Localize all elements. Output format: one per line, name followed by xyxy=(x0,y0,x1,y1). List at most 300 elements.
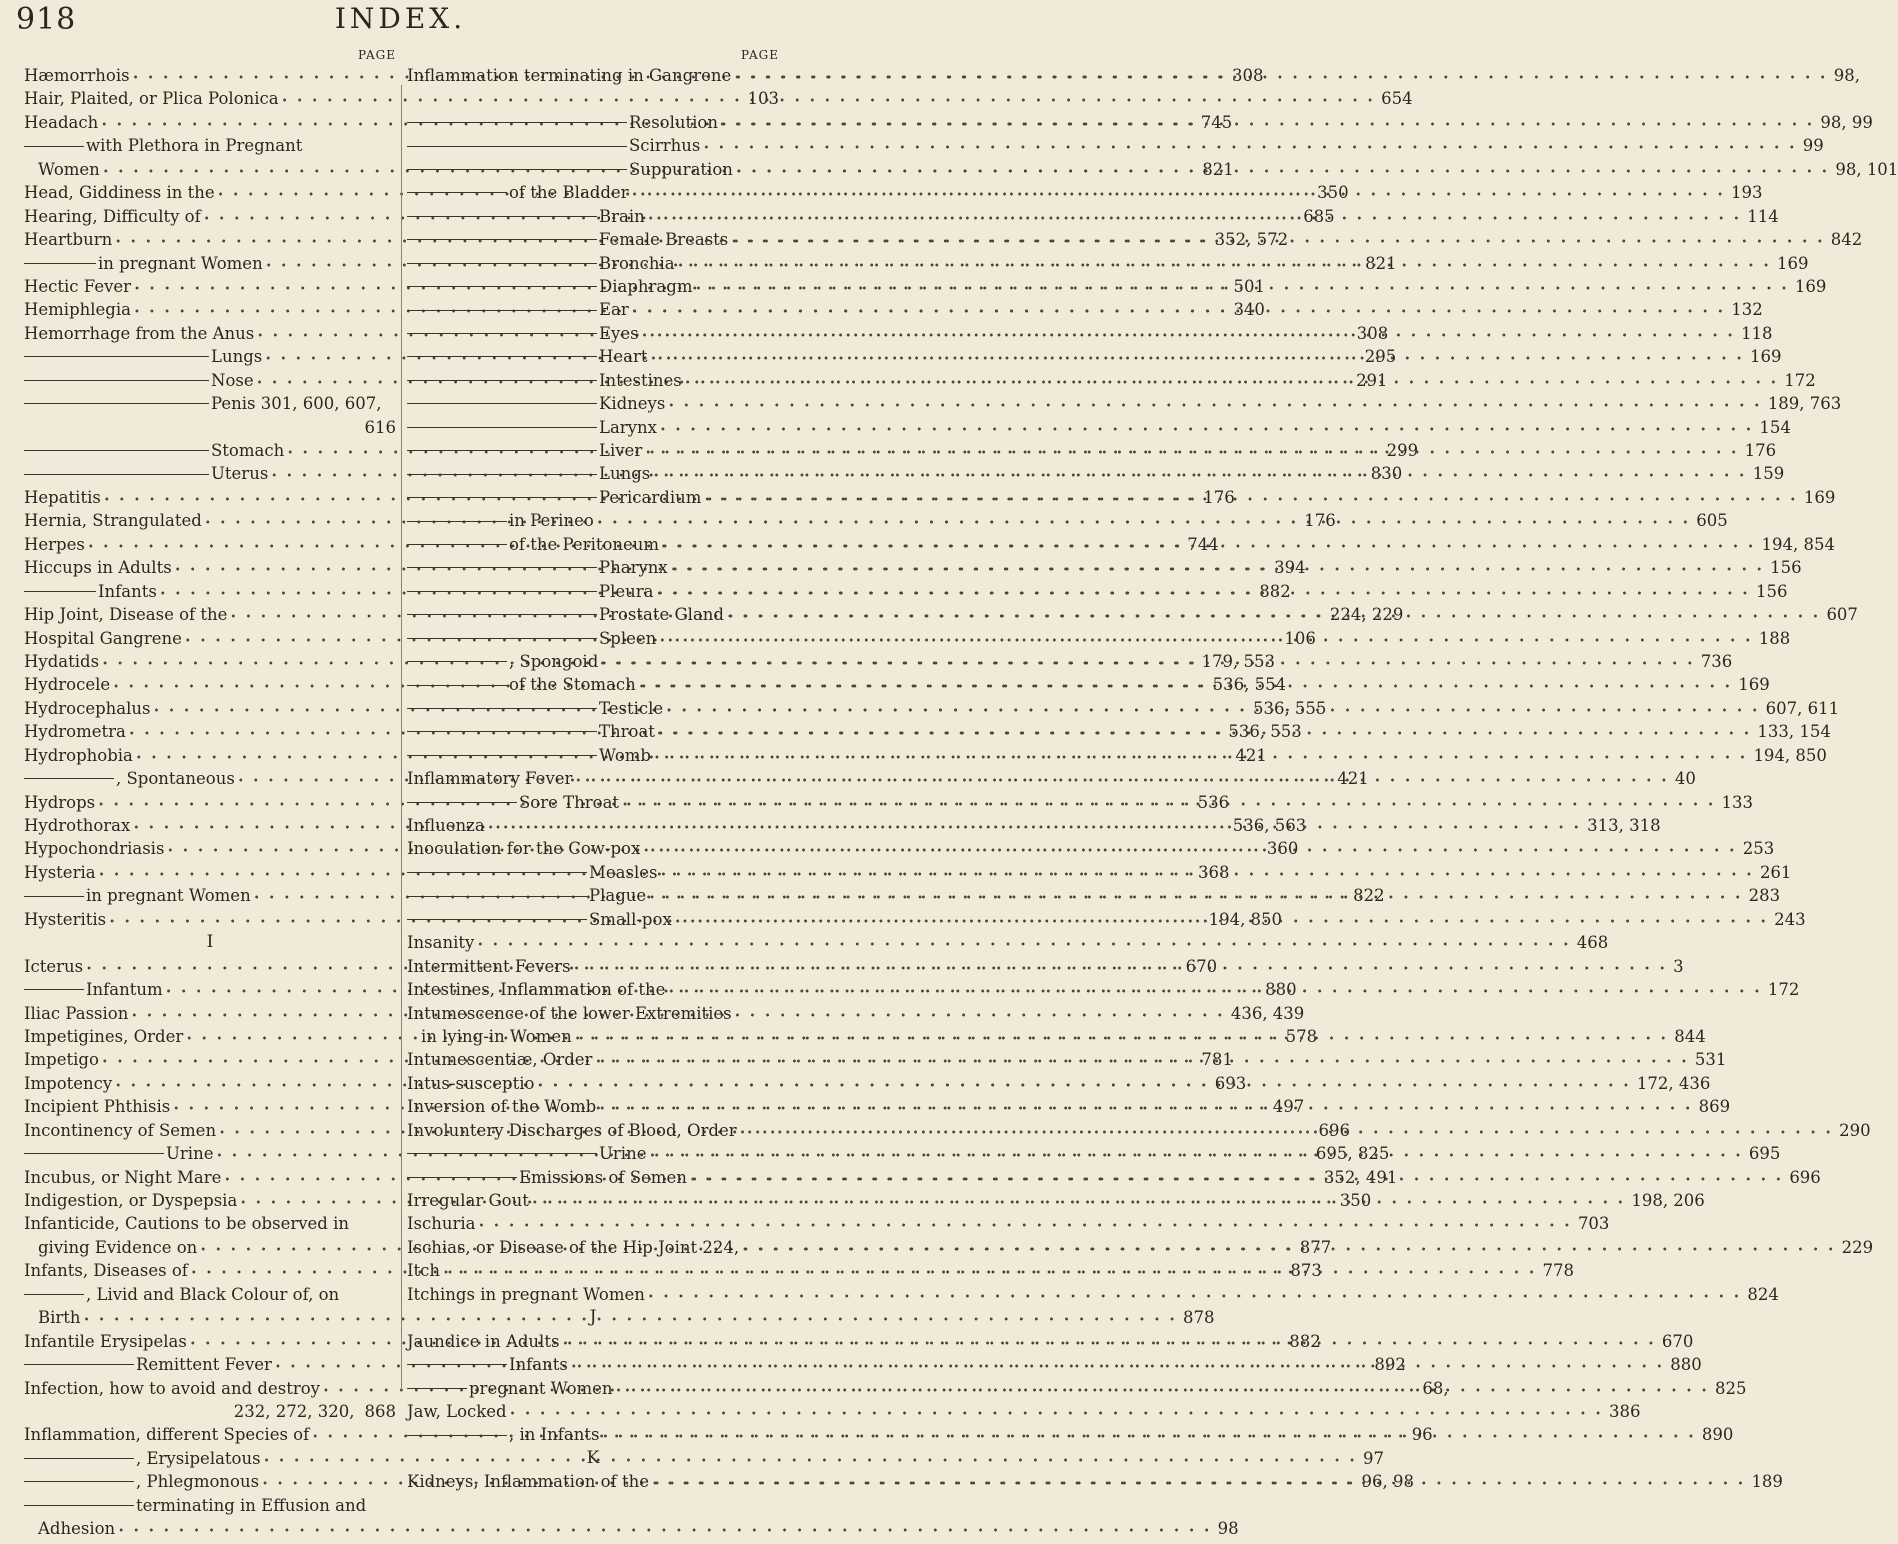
dot-leader xyxy=(659,536,1759,559)
dot-leader xyxy=(629,301,1729,324)
entry-label: Kidneys xyxy=(599,394,666,414)
entry-pages: 176 xyxy=(1744,441,1777,460)
ditto-rule xyxy=(407,239,597,240)
entry-label: Urine xyxy=(599,1144,647,1164)
section-letter: I xyxy=(206,932,214,953)
dot-leader xyxy=(687,1169,1787,1192)
entry-label: Hæmorrhois xyxy=(24,66,130,85)
dot-leader xyxy=(474,934,1574,957)
index-entry xyxy=(407,931,1609,954)
ditto-rule xyxy=(24,474,209,475)
ditto-rule xyxy=(407,1388,467,1389)
entry-label: Headach xyxy=(24,112,99,132)
entry-pages: 536, 555 xyxy=(1252,698,1327,718)
ditto-rule xyxy=(407,1153,597,1154)
entry-pages: 156 xyxy=(1770,558,1802,578)
entry-pages: 830 xyxy=(1370,464,1403,484)
entry-pages: 877 xyxy=(1299,1237,1332,1257)
dot-leader xyxy=(724,606,1824,629)
ditto-rule xyxy=(407,731,597,732)
index-entry xyxy=(24,392,396,415)
dot-leader xyxy=(640,840,1740,863)
dot-leader xyxy=(737,1122,1837,1145)
entry-label: Testicle xyxy=(599,698,664,718)
index-entry xyxy=(24,134,396,157)
entry-label: Insanity xyxy=(407,933,475,953)
entry-label: Penis 301, 600, 607, xyxy=(211,394,382,414)
ditto-rule xyxy=(407,333,597,334)
dot-leader xyxy=(629,184,1729,207)
entry-label: Women xyxy=(38,159,100,179)
dot-leader xyxy=(645,1286,1745,1309)
dot-leader xyxy=(572,1028,1672,1051)
dot-leader xyxy=(663,700,1763,723)
entry-label: Prostate Gland xyxy=(599,605,724,625)
entry-label: Heartburn xyxy=(24,230,113,250)
entry-label: Nose xyxy=(211,370,254,390)
ditto-rule xyxy=(407,614,597,615)
entry-pages: 176 xyxy=(1203,487,1235,507)
entry-pages: 159 xyxy=(1752,464,1785,484)
ditto-rule xyxy=(407,1177,517,1178)
entry-pages: 133, 154 xyxy=(1757,722,1831,742)
ditto-rule xyxy=(24,778,114,779)
entry-pages: 172 xyxy=(1767,980,1800,1000)
entry-pages: 531 xyxy=(1694,1050,1727,1070)
entry-label: of the Peritoneum xyxy=(509,534,660,554)
entry-pages: 229 xyxy=(1841,1237,1874,1257)
entry-pages: 736 xyxy=(1700,651,1733,671)
entry-label: Itchings in pregnant Women xyxy=(407,1284,645,1304)
entry-pages: 253 xyxy=(1742,839,1775,859)
entry-label: Inflammatory Fever xyxy=(407,769,573,789)
entry-pages: 98, 99 xyxy=(1820,112,1873,132)
entry-pages: 873 xyxy=(1290,1261,1322,1281)
entry-pages: 193 xyxy=(1731,183,1763,203)
ditto-rule xyxy=(407,403,597,404)
dot-leader xyxy=(619,794,1719,817)
index-entry xyxy=(407,1283,1779,1306)
entry-pages: 497 xyxy=(1272,1097,1305,1117)
entry-label: Hysteria xyxy=(24,862,96,882)
entry-label: Infanticide, Cautions to be observed in xyxy=(24,1214,350,1234)
entry-pages: 842 xyxy=(1830,230,1863,250)
entry-pages: 670 xyxy=(1661,1331,1694,1351)
ditto-rule xyxy=(407,122,627,123)
entry-label: Intus-susceptio xyxy=(407,1073,535,1093)
page-header xyxy=(0,2,801,46)
entry-label: Intermittent Fevers xyxy=(407,956,571,976)
entry-label: Inflammation, different Species of xyxy=(24,1425,310,1445)
ditto-rule xyxy=(24,450,209,451)
entry-pages: 68, xyxy=(1422,1378,1449,1398)
entry-pages: 98 xyxy=(1217,1519,1239,1539)
entry-label: Infection, how to avoid and destroy xyxy=(24,1378,320,1398)
entry-pages: 536, 554 xyxy=(1212,675,1287,695)
index-entry xyxy=(24,1400,396,1423)
entry-pages: 299 xyxy=(1386,441,1419,460)
entry-pages: 308 xyxy=(1232,66,1264,85)
entry-pages: 154 xyxy=(1759,417,1791,437)
entry-pages: 169 xyxy=(1777,253,1809,273)
entry-label: Incontinency of Semen xyxy=(24,1120,217,1140)
entry-label: Female Breasts xyxy=(599,230,729,250)
entry-label: 232, 272, 320, xyxy=(233,1401,355,1421)
index-entry xyxy=(407,416,1791,439)
entry-pages: 368 xyxy=(1198,862,1230,882)
entry-label: in Perineo xyxy=(509,511,594,531)
page-number: 918 xyxy=(16,2,77,37)
entry-label: in pregnant Women xyxy=(98,253,263,273)
entry-label: Remittent Fever xyxy=(136,1355,272,1375)
entry-label: Hydrocele xyxy=(24,675,111,695)
entry-pages: 261 xyxy=(1759,862,1792,882)
entry-pages: 40 xyxy=(1674,769,1696,789)
dot-leader xyxy=(701,489,1801,512)
entry-pages: 878 xyxy=(1183,1308,1215,1328)
entry-label: Hypochondriasis xyxy=(24,839,165,859)
dot-leader xyxy=(646,1145,1746,1168)
entry-pages: 98, xyxy=(1833,66,1860,85)
entry-label: Ischuria xyxy=(407,1214,476,1234)
entry-label: Hernia, Strangulated xyxy=(24,511,202,531)
entry-pages: 882 xyxy=(1259,581,1291,601)
section-letter: J xyxy=(589,1307,597,1328)
entry-pages: 695, 825 xyxy=(1315,1144,1390,1164)
entry-pages: 654 xyxy=(1381,89,1413,109)
dot-leader xyxy=(657,864,1757,887)
entry-label: , Livid and Black Colour of, on xyxy=(86,1284,340,1304)
entry-label: Emissions of Semen xyxy=(519,1167,687,1187)
entry-label: Urine xyxy=(166,1144,214,1164)
entry-label: Hepatitis xyxy=(24,487,101,507)
dot-leader xyxy=(636,676,1736,699)
ditto-rule xyxy=(24,896,84,897)
dot-leader xyxy=(718,114,1818,137)
column-page-label: PAGE xyxy=(741,48,779,62)
entry-label: Incubus, or Night Mare xyxy=(24,1167,222,1187)
entry-label: Infantile Erysipelas xyxy=(24,1331,187,1351)
ditto-rule xyxy=(407,919,587,920)
entry-pages: 882 xyxy=(1289,1331,1321,1351)
entry-label: Icterus xyxy=(24,956,84,976)
entry-label: Iliac Passion xyxy=(24,1003,129,1023)
ditto-rule xyxy=(407,638,597,639)
dot-leader xyxy=(594,512,1694,535)
dot-leader xyxy=(596,1098,1696,1121)
entry-label: Pharynx xyxy=(599,558,668,578)
index-entry xyxy=(407,1212,1610,1235)
dot-leader xyxy=(507,1403,1607,1426)
entry-pages: 295 xyxy=(1364,347,1397,367)
entry-pages: 352, 572 xyxy=(1214,230,1289,250)
entry-pages: 194, 854 xyxy=(1761,534,1836,554)
ditto-rule xyxy=(407,708,597,709)
entry-label: Involuntery Discharges of Blood, Order xyxy=(407,1120,737,1140)
entry-label: Hydatids xyxy=(24,651,100,671)
entry-pages: 421 xyxy=(1337,769,1369,789)
index-entry xyxy=(407,87,779,110)
ditto-rule xyxy=(407,169,627,170)
entry-label: with Plethora in Pregnant xyxy=(86,136,303,156)
entry-pages: 99 xyxy=(1802,136,1824,156)
entry-pages: 868 xyxy=(364,1401,396,1421)
dot-leader xyxy=(568,1356,1668,1379)
entry-label: Hiccups in Adults xyxy=(24,558,172,578)
entry-pages: 114 xyxy=(1747,206,1779,226)
dot-leader xyxy=(656,630,1756,653)
entry-pages: 133 xyxy=(1721,792,1754,812)
entry-pages: 468 xyxy=(1576,933,1609,953)
entry-label: Spleen xyxy=(599,628,657,648)
entry-pages: 578 xyxy=(1285,1026,1318,1046)
entry-pages: 194, 850 xyxy=(1208,909,1283,929)
ditto-rule xyxy=(407,567,597,568)
dot-leader xyxy=(657,419,1757,442)
column-page-label: PAGE xyxy=(358,48,396,62)
ditto-rule xyxy=(407,427,597,428)
dot-leader xyxy=(598,653,1698,676)
entry-pages: 97 xyxy=(1363,1448,1385,1468)
entry-label: Womb xyxy=(599,745,651,765)
dot-leader xyxy=(642,442,1742,465)
entry-pages: 169 xyxy=(1738,675,1770,695)
entry-pages: 825 xyxy=(1715,1378,1747,1398)
entry-pages: 696 xyxy=(1318,1120,1351,1140)
entry-label: Intestines, Inflammation of the xyxy=(407,980,666,1000)
index-entry xyxy=(24,1283,396,1306)
ditto-rule xyxy=(407,497,597,498)
ditto-rule xyxy=(407,685,507,686)
entry-label: Intumescence of the lower Extremities xyxy=(407,1003,732,1023)
entry-pages: 350 xyxy=(1339,1191,1372,1210)
ditto-rule xyxy=(24,356,209,357)
ditto-rule xyxy=(24,989,84,990)
dot-leader xyxy=(649,1473,1749,1496)
entry-label: terminating in Effusion and xyxy=(136,1495,367,1515)
entry-pages: 695 xyxy=(1748,1144,1781,1164)
dot-leader xyxy=(665,395,1765,418)
ditto-rule xyxy=(407,450,597,451)
index-entry xyxy=(24,1517,1239,1540)
entry-pages: 169 xyxy=(1749,347,1782,367)
entry-label: Incipient Phthisis xyxy=(24,1097,171,1117)
entry-label: , Erysipelatous xyxy=(136,1448,261,1468)
entry-pages: 156 xyxy=(1755,581,1788,601)
entry-label: Resolution xyxy=(629,112,718,132)
entry-label: Infants xyxy=(98,581,157,601)
entry-pages: 194, 850 xyxy=(1753,745,1827,765)
entry-pages: 308 xyxy=(1356,323,1389,343)
ditto-rule xyxy=(407,661,507,662)
ditto-rule xyxy=(407,802,517,803)
dot-leader xyxy=(529,1192,1629,1215)
entry-label: Inversion of the Womb xyxy=(407,1097,597,1117)
entry-pages: 169 xyxy=(1803,487,1836,507)
dot-leader xyxy=(485,817,1585,840)
entry-label: Ear xyxy=(599,300,629,320)
ditto-rule xyxy=(407,286,597,287)
entry-label: Jaundice in Adults xyxy=(407,1331,560,1351)
entry-pages: 696 xyxy=(1789,1167,1821,1187)
entry-label: Hemorrhage from the Anus xyxy=(24,323,255,343)
ditto-rule xyxy=(407,755,597,756)
entry-label: , in Infants xyxy=(509,1425,600,1445)
entry-label: Infantum xyxy=(86,980,163,1000)
index-entry xyxy=(24,1306,1215,1329)
entry-pages: 821 xyxy=(1202,159,1234,179)
entry-pages: 703 xyxy=(1577,1214,1610,1234)
entry-pages: 605 xyxy=(1696,511,1728,531)
entry-label: Birth xyxy=(38,1308,81,1328)
entry-pages: 243 xyxy=(1774,909,1806,929)
entry-label: Liver xyxy=(599,441,643,460)
entry-pages: 880 xyxy=(1265,980,1297,1000)
ditto-rule xyxy=(407,192,507,193)
entry-label: Intestines xyxy=(599,370,682,390)
dot-leader xyxy=(665,981,1765,1004)
index-entry xyxy=(407,134,1824,157)
entry-pages: 607, 611 xyxy=(1765,698,1840,718)
dot-leader xyxy=(731,67,1831,90)
entry-label: Hearing, Difficulty of xyxy=(24,206,201,226)
entry-label: Hemiphlegia xyxy=(24,300,131,320)
dot-leader xyxy=(645,208,1745,231)
ditto-rule xyxy=(24,263,96,264)
entry-label: of the Bladder xyxy=(509,183,629,203)
dot-leader xyxy=(648,348,1748,371)
entry-label: Throat xyxy=(599,722,655,742)
index-entry xyxy=(407,392,1842,415)
entry-label: Pericardium xyxy=(599,487,702,507)
entry-pages: 118 xyxy=(1741,323,1773,343)
entry-pages: 394 xyxy=(1274,558,1306,578)
dot-leader xyxy=(692,278,1792,301)
entry-pages: 744 xyxy=(1187,534,1219,554)
entry-label: Herpes xyxy=(24,534,85,554)
entry-pages: 313, 318 xyxy=(1587,816,1661,835)
entry-pages: 501 xyxy=(1233,276,1266,296)
entry-pages: 536, 563 xyxy=(1232,816,1307,835)
index-entry xyxy=(24,1494,396,1517)
entry-pages: 386 xyxy=(1609,1401,1641,1421)
ditto-rule xyxy=(407,263,597,264)
dot-leader xyxy=(534,1075,1634,1098)
entry-label: Lungs xyxy=(211,347,263,367)
entry-label: Measles xyxy=(589,862,658,882)
entry-label: Inflammation terminating in Gangrene xyxy=(407,66,732,85)
entry-label: Hectic Fever xyxy=(24,276,132,296)
entry-pages: 890 xyxy=(1701,1425,1734,1445)
entry-label: Hydrophobia xyxy=(24,745,133,765)
index-entry xyxy=(24,1447,1385,1470)
entry-label: Plague xyxy=(589,886,647,906)
entry-pages: 188 xyxy=(1758,628,1791,648)
section-letter: K xyxy=(586,1447,600,1468)
entry-pages: 172 xyxy=(1784,370,1816,390)
entry-label: Impetigines, Order xyxy=(24,1026,184,1046)
dot-leader xyxy=(613,1380,1713,1403)
entry-label: Hip Joint, Disease of the xyxy=(24,605,228,625)
entry-pages: 869 xyxy=(1698,1097,1731,1117)
entry-pages: 821 xyxy=(1365,253,1397,273)
ditto-rule xyxy=(24,1294,84,1295)
entry-pages: 844 xyxy=(1674,1026,1706,1046)
entry-label: Intumescentiæ, Order xyxy=(407,1050,593,1070)
entry-label: Impetigo xyxy=(24,1050,99,1070)
entry-pages: 745 xyxy=(1200,112,1233,132)
entry-label: of the Stomach xyxy=(509,675,636,695)
dot-leader xyxy=(571,958,1671,981)
index-entry xyxy=(24,1142,1390,1165)
entry-label: Influenza xyxy=(407,816,485,835)
entry-label: , Phlegmonous xyxy=(136,1472,260,1492)
entry-label: pregnant Women xyxy=(469,1378,613,1398)
entry-label: Hysteritis xyxy=(24,909,107,929)
dot-leader xyxy=(651,747,1751,770)
ditto-rule xyxy=(407,146,627,147)
entry-label: Small-pox xyxy=(589,909,672,929)
entry-label: Sore Throat xyxy=(519,792,620,812)
ditto-rule xyxy=(407,591,597,592)
dot-leader xyxy=(654,583,1754,606)
dot-leader xyxy=(650,465,1750,488)
ditto-rule xyxy=(24,403,209,404)
entry-label: Hydrothorax xyxy=(24,816,131,835)
dot-leader xyxy=(733,161,1833,184)
entry-label: Irregular Gout xyxy=(407,1191,529,1210)
entry-label: Scirrhus xyxy=(629,136,701,156)
dot-leader xyxy=(682,372,1782,395)
entry-pages: 179, 553 xyxy=(1201,651,1275,671)
entry-pages: 360 xyxy=(1266,839,1299,859)
ditto-rule xyxy=(24,1153,164,1154)
entry-pages: 224, 229 xyxy=(1329,605,1404,625)
entry-pages: 536, 553 xyxy=(1228,722,1302,742)
entry-label: Itch xyxy=(407,1261,441,1281)
entry-pages: 436, 439 xyxy=(1230,1003,1305,1023)
entry-label: Eyes xyxy=(599,323,639,343)
dot-leader xyxy=(115,1520,1215,1543)
entry-pages: 3 xyxy=(1673,956,1684,976)
entry-pages: 96, 98 xyxy=(1361,1472,1414,1492)
ditto-rule xyxy=(407,310,597,311)
entry-pages: 822 xyxy=(1353,886,1385,906)
ditto-rule xyxy=(24,1481,134,1482)
ditto-rule xyxy=(407,216,597,217)
entry-pages: 824 xyxy=(1747,1284,1779,1304)
entry-label: Diaphragm xyxy=(599,276,693,296)
entry-label: Hydrops xyxy=(24,792,96,812)
ditto-rule xyxy=(24,146,84,147)
entry-label: Hair, Plaited, or Plica Polonica xyxy=(24,89,279,109)
ditto-rule xyxy=(407,356,597,357)
entry-pages: 96 xyxy=(1411,1425,1433,1445)
entry-label: Hospital Gangrene xyxy=(24,628,182,648)
entry-label: in lying-in Women xyxy=(421,1026,572,1046)
index-entry xyxy=(24,1212,396,1235)
entry-label: Infants xyxy=(509,1355,568,1375)
dot-leader xyxy=(646,887,1746,910)
index-entry xyxy=(407,1002,779,1025)
entry-label: , Spongoid xyxy=(509,651,599,671)
ditto-rule xyxy=(407,380,597,381)
ditto-rule xyxy=(407,872,587,873)
entry-pages: 132 xyxy=(1731,300,1763,320)
dot-leader xyxy=(728,231,1828,254)
dot-leader xyxy=(639,325,1739,348)
ditto-rule xyxy=(407,1364,507,1365)
